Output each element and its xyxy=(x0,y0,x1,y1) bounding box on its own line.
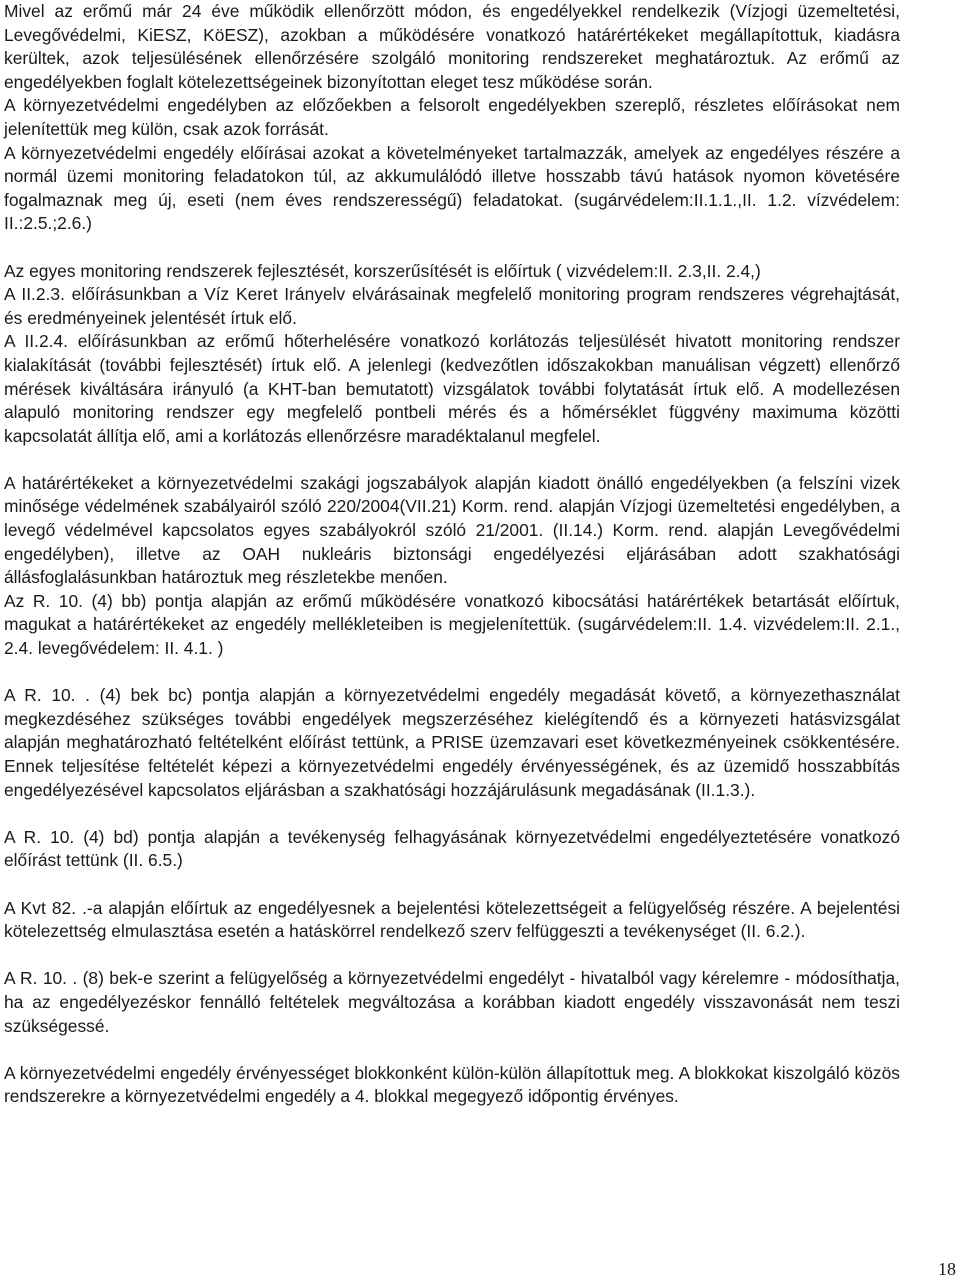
paragraph-r10-4-bb: Az R. 10. (4) bb) pontja alapján az erőmű működésére vonatkozó kibocsátási határértékek betartását előírtuk, magukat a határértékeket az engedély mellékleteiben is megjelenítettük. (sugárvédelem:II. 1.4. vizvédelem:II. 2.1., 2.4. levegővédelem: II. 4.1. ) xyxy=(4,590,900,659)
paragraph-r10-4-bc: A R. 10. . (4) bek bc) pontja alapján a környezetvédelmi engedély megadását követő, a környezethasználat megkezdéséhez szükséges további engedélyek megszerzéséhez kielégítendő és a környezeti hatásvizsgálat alapján meghatározható feltételként előírást tettünk, a PRISE üzemzavari eset következményeinek csökkentésére. Ennek teljesítése feltételét képezi a környezetvédelmi engedély érvényességének, és az üzemidő hosszabbítás engedélyezésével kapcsolatos eljárásban a szakhatósági hozzájárulásunk megadásának (II.1.3.). xyxy=(4,685,900,800)
paragraph-ii-2-4: A II.2.4. előírásunkban az erőmű hőterhelésére vonatkozó korlátozás teljesülését hivatott monitoring rendszer kialakítását (további fejlesztését) írtuk elő. A jelenlegi (kedvezőtlen időszakokban manuálisan végzett) ellenőrző mérések kiváltására irányuló (a KHT-ban bemutatott) vizsgálatok további folytatását írtuk elő. A modellezésen alapuló monitoring rendszer egy megfelelő pontbeli mérés és a hőmérséklet függvény maximuma közötti kapcsolatát állítja elő, ami a korlátozás ellenőrzésre maradéktalanul megfelel. xyxy=(4,331,900,446)
paragraph-monitoring-development: Az egyes monitoring rendszerek fejlesztését, korszerűsítését is előírtuk ( vizvédelem:II. 2.3,II. 2.4,) xyxy=(4,260,761,281)
paragraph-r10-8: A R. 10. . (8) bek-e szerint a felügyelőség a környezetvédelmi engedélyt - hivatalból vagy kérelemre - módosíthatja, ha az engedélyezéskor fennálló feltételek megváltozása a korábban kiadott engedély visszavonását nem teszi szükségessé. xyxy=(4,968,900,1036)
paragraph-requirements: A környezetvédelmi engedély előírásai azokat a követelményeket tartalmazzák, amelyek az engedélyes részére a normál üzemi monitoring feladatokon túl, az akkumulálódó illetve hosszabb távú hatások nyomon követésére fogalmaznak meg új, eseti (nem éves rendszerességű) feladatokat. (sugárvédelem:II.1.1.,II. 1.2. vízvédelem: II.:2.5.;2.6.) xyxy=(4,142,900,234)
paragraph-validity: A környezetvédelmi engedély érvényességet blokkonként külön-külön állapítottuk meg. A blokkokat kiszolgáló közös rendszerekre a környezetvédelmi engedély a 4. blokkal megegyező időpontig érvényes. xyxy=(4,1062,900,1107)
paragraph-limit-values: A határértékeket a környezetvédelmi szakági jogszabályok alapján kiadott önálló engedélyekben (a felszíni vizek minősége védelmének szabályairól szóló 220/2004(VII.21) Korm. rend. alapján Vízjogi üzemeltetési engedélyben, a levegő védelmével kapcsolatos egyes szabályokról szóló 21/2001. (II.14.) Korm. rend. alapján Levegővédelmi engedélyben), illetve az OAH nukleáris biztonsági engedélyezési eljárásában adott szakhatósági állásfoglalásunkban határoztuk meg részletekbe menően. xyxy=(4,472,900,588)
paragraph-kvt-82: A Kvt 82. .-a alapján előírtuk az engedélyesnek a bejelentési kötelezettségeit a felügyelőség részére. A bejelentési kötelezettség elmulasztása esetén a hatáskörrel rendelkező szerv felfüggeszti a tevékenységet (II. 6.2.). xyxy=(4,897,900,942)
paragraph-sources: A környezetvédelmi engedélyben az előzőekben a felsorolt engedélyekben szereplő, részletes előírásokat nem jelenítettük meg külön, csak azok forrását. xyxy=(4,95,900,139)
paragraph-ii-2-3: A II.2.3. előírásunkban a Víz Keret Irányelv elvárásainak megfelelő monitoring program rendszeres végrehajtását, és eredményeinek jelentését írtuk elő. xyxy=(4,284,900,328)
page-number: 18 xyxy=(938,1259,956,1279)
document-body xyxy=(4,0,900,1109)
paragraph-intro: Mivel az erőmű már 24 éve működik ellenőrzött módon, és engedélyekkel rendelkezik (Vízjogi üzemeltetési, Levegővédelmi, KiESZ, KöESZ), azokban a működésére vonatkozó határértékeket megállapítottuk, kiadásra kerültek, azok teljesülésének ellenőrzésére szolgáló monitoring rendszereket meghatároztuk. Az erőmű az engedélyekben foglalt kötelezettségeinek bizonyítottan eleget tesz működése során. xyxy=(4,1,900,92)
paragraph-r10-4-bd: A R. 10. (4) bd) pontja alapján a tevékenység felhagyásának környezetvédelmi engedélyeztetésére vonatkozó előírást tettünk (II. 6.5.) xyxy=(4,826,900,871)
